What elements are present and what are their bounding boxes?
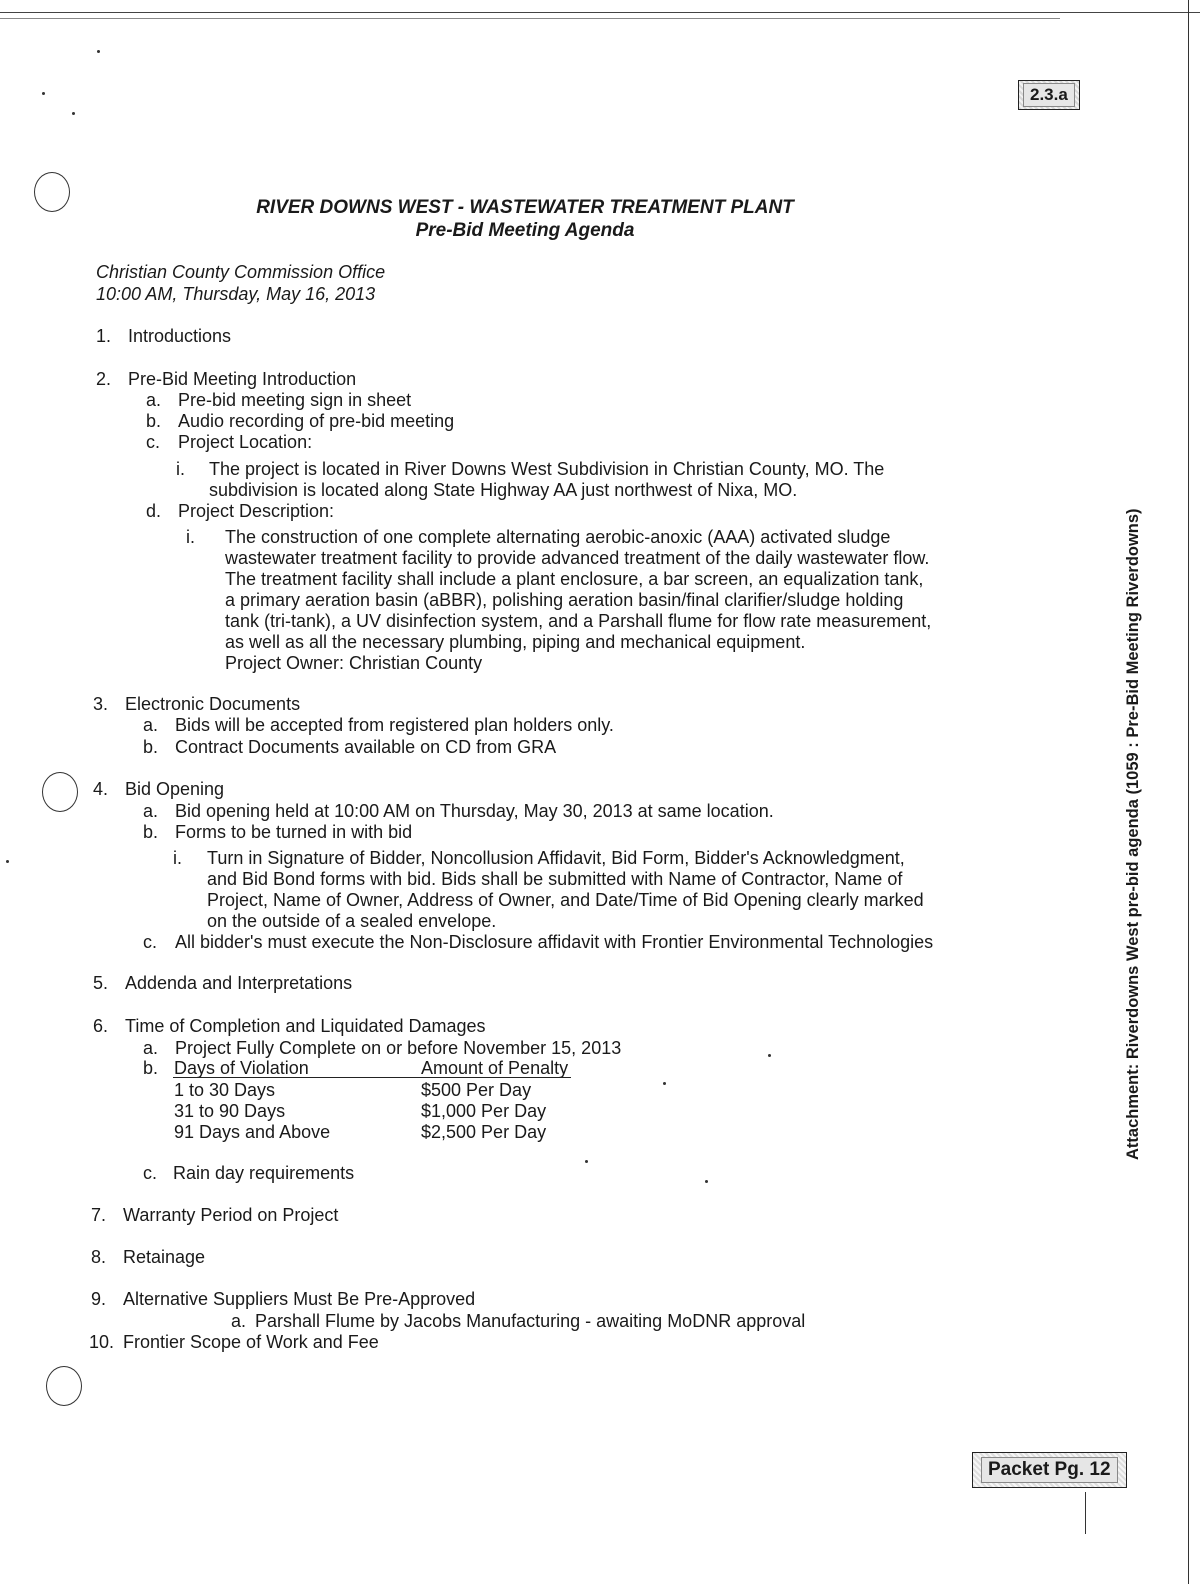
section-stamp-label: 2.3.a xyxy=(1023,83,1075,107)
agenda-item-bid-opening: Bid Opening xyxy=(125,779,225,799)
description-text-line: The treatment facility shall include a plant enclosure, a bar screen, an equalization tank, xyxy=(225,569,924,589)
agenda-item-frontier-scope: Frontier Scope of Work and Fee xyxy=(123,1332,379,1352)
agenda-item-prebid-introduction: Pre-Bid Meeting Introduction xyxy=(128,369,357,389)
sub-sub-item-marker: i. xyxy=(173,848,182,868)
sub-item-marker: a. xyxy=(143,715,159,735)
scan-speck xyxy=(72,112,75,115)
sub-item-marker: b. xyxy=(143,1058,159,1078)
agenda-item-electronic-documents: Electronic Documents xyxy=(125,694,301,714)
agenda-item-number: 10. xyxy=(89,1332,115,1352)
penalty-row-amount: $2,500 Per Day xyxy=(421,1122,547,1142)
sub-item-completion-date: Project Fully Complete on or before November 15, 2013 xyxy=(175,1038,622,1058)
project-owner-line: Project Owner: Christian County xyxy=(225,653,483,673)
sub-item-project-description: Project Description: xyxy=(178,501,335,521)
penalty-row-days: 91 Days and Above xyxy=(174,1122,331,1142)
description-text-line: tank (tri-tank), a UV disinfection system, and a Parshall flume for flow rate measurement, xyxy=(225,611,932,631)
agenda-item-addenda: Addenda and Interpretations xyxy=(125,973,353,993)
agenda-item-number: 2. xyxy=(96,369,112,389)
sub-item-non-disclosure: All bidder's must execute the Non-Disclosure affidavit with Frontier Environmental Technologies xyxy=(175,932,934,952)
right-border-line xyxy=(1188,0,1189,1584)
sub-item-marker: a. xyxy=(231,1311,247,1331)
meeting-location: Christian County Commission Office xyxy=(96,262,386,282)
description-text-line: wastewater treatment facility to provide advanced treatment of the daily wastewater flow. xyxy=(225,548,930,568)
scan-speck xyxy=(585,1160,588,1163)
agenda-item-number: 5. xyxy=(93,973,109,993)
agenda-item-retainage: Retainage xyxy=(123,1247,206,1267)
punch-hole-icon xyxy=(42,772,78,812)
scan-speck xyxy=(768,1054,771,1057)
penalty-header-days: Days of Violation xyxy=(174,1058,309,1078)
packet-page-stamp xyxy=(972,1452,1127,1488)
sub-item-marker: d. xyxy=(146,501,162,521)
sub-item-marker: a. xyxy=(143,1038,159,1058)
agenda-item-introductions: Introductions xyxy=(128,326,232,346)
sub-item-marker: b. xyxy=(143,822,159,842)
agenda-item-time-of-completion: Time of Completion and Liquidated Damages xyxy=(125,1016,486,1036)
sub-item-contract-documents: Contract Documents available on CD from GRA xyxy=(175,737,557,757)
agenda-item-number: 9. xyxy=(91,1289,107,1309)
section-stamp xyxy=(1018,80,1080,110)
bottom-tick-line xyxy=(1085,1492,1086,1534)
scan-speck xyxy=(6,860,9,863)
agenda-item-number: 1. xyxy=(96,326,112,346)
document-title: RIVER DOWNS WEST - WASTEWATER TREATMENT PLANT xyxy=(256,197,794,218)
sub-sub-item-marker: i. xyxy=(176,459,185,479)
agenda-item-alternative-suppliers: Alternative Suppliers Must Be Pre-Approved xyxy=(123,1289,476,1309)
agenda-item-number: 7. xyxy=(91,1205,107,1225)
sub-item-rain-day: Rain day requirements xyxy=(173,1163,355,1183)
sub-sub-item-marker: i. xyxy=(186,527,195,547)
sub-item-marker: c. xyxy=(146,432,161,452)
penalty-row-amount: $1,000 Per Day xyxy=(421,1101,547,1121)
scan-speck xyxy=(663,1082,666,1085)
meeting-datetime: 10:00 AM, Thursday, May 16, 2013 xyxy=(96,284,376,304)
sub-item-marker: b. xyxy=(143,737,159,757)
sub-item-forms: Forms to be turned in with bid xyxy=(175,822,413,842)
sub-item-project-location: Project Location: xyxy=(178,432,313,452)
top-border-line-secondary xyxy=(0,18,1060,19)
packet-page-label: Packet Pg. 12 xyxy=(981,1457,1118,1483)
sub-item-marker: c. xyxy=(143,1163,158,1183)
forms-text-line: Project, Name of Owner, Address of Owner, and Date/Time of Bid Opening clearly marked xyxy=(207,890,924,910)
scan-speck xyxy=(42,92,45,95)
sub-item-bid-opening-time: Bid opening held at 10:00 AM on Thursday, May 30, 2013 at same location. xyxy=(175,801,774,821)
document-subtitle: Pre-Bid Meeting Agenda xyxy=(415,220,635,241)
sub-item-registered-holders: Bids will be accepted from registered plan holders only. xyxy=(175,715,614,735)
penalty-header-underline xyxy=(173,1077,571,1078)
top-border-line xyxy=(0,12,1200,13)
sub-item-marker: b. xyxy=(146,411,162,431)
location-text-line: The project is located in River Downs West Subdivision in Christian County, MO. The xyxy=(209,459,885,479)
agenda-item-warranty: Warranty Period on Project xyxy=(123,1205,339,1225)
punch-hole-icon xyxy=(46,1366,82,1406)
sub-item-audio-recording: Audio recording of pre-bid meeting xyxy=(178,411,455,431)
sub-item-marker: c. xyxy=(143,932,158,952)
description-text-line: as well as all the necessary plumbing, piping and mechanical equipment. xyxy=(225,632,806,652)
description-text-line: a primary aeration basin (aBBR), polishing aeration basin/final clarifier/sludge holding xyxy=(225,590,904,610)
sub-item-marker: a. xyxy=(143,801,159,821)
sub-item-parshall-flume: Parshall Flume by Jacobs Manufacturing - awaiting MoDNR approval xyxy=(255,1311,806,1331)
forms-text-line: Turn in Signature of Bidder, Noncollusion Affidavit, Bid Form, Bidder's Acknowledgment, xyxy=(207,848,905,868)
sub-item-sign-in-sheet: Pre-bid meeting sign in sheet xyxy=(178,390,412,410)
penalty-row-days: 31 to 90 Days xyxy=(174,1101,286,1121)
location-text-line: subdivision is located along State Highway AA just northwest of Nixa, MO. xyxy=(209,480,798,500)
forms-text-line: on the outside of a sealed envelope. xyxy=(207,911,497,931)
sub-item-marker: a. xyxy=(146,390,162,410)
penalty-row-amount: $500 Per Day xyxy=(421,1080,532,1100)
scan-speck xyxy=(705,1180,708,1183)
penalty-header-amount: Amount of Penalty xyxy=(421,1058,569,1078)
agenda-item-number: 3. xyxy=(93,694,109,714)
description-text-line: The construction of one complete alternating aerobic-anoxic (AAA) activated sludge xyxy=(225,527,891,547)
agenda-item-number: 4. xyxy=(93,779,109,799)
agenda-item-number: 8. xyxy=(91,1247,107,1267)
forms-text-line: and Bid Bond forms with bid. Bids shall be submitted with Name of Contractor, Name of xyxy=(207,869,903,889)
scan-speck xyxy=(97,50,100,53)
attachment-side-note: Attachment: Riverdowns West pre-bid agenda (1059 : Pre-Bid Meeting Riverdowns) xyxy=(1124,508,1142,1160)
penalty-row-days: 1 to 30 Days xyxy=(174,1080,276,1100)
agenda-item-number: 6. xyxy=(93,1016,109,1036)
